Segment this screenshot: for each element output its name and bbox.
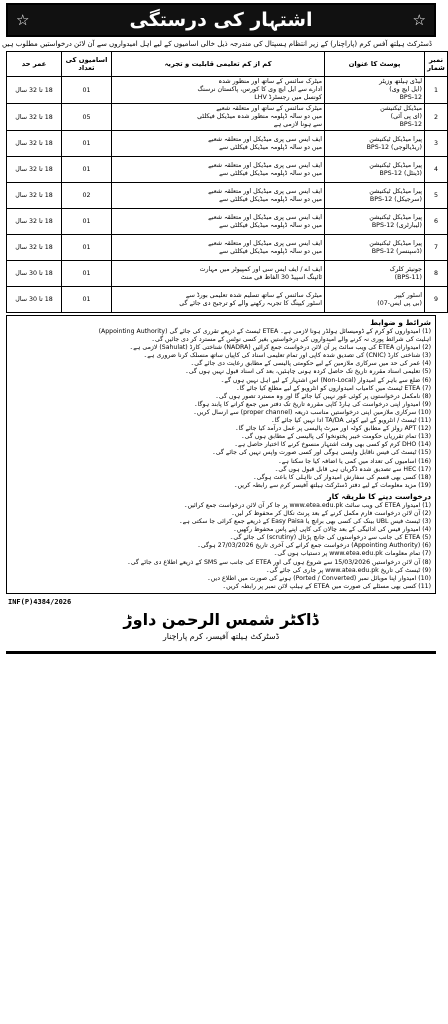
post-title-line: BPS-12 [399, 94, 422, 101]
row-number: 9 [425, 287, 448, 313]
header-title: پوسٹ کا عنوان [325, 52, 425, 77]
row-post-title [325, 287, 425, 313]
row-vacancy-count: 01 [62, 261, 112, 287]
post-title-line: پیرا میڈیکل ٹیکنیشن [369, 187, 422, 195]
terms-line: (8) نامکمل درخواستوں پر کوئی غور نہیں کیا جائے گا اور وہ مسترد تصور ہوں گی۔ [215, 392, 431, 400]
row-qualification [112, 235, 325, 261]
terms-line: (12) APT رولز کے مطابق کوٹہ اور میرٹ پالیسی پر عمل درآمد کیا جائے گا۔ [235, 425, 431, 433]
qualification-line: میں دو سالہ ڈپلومہ منظور شدہ میڈیکل فیکلٹی [197, 113, 322, 120]
apply-heading: درخواست دینے کا طریقہ کار [327, 491, 431, 501]
row-age-limit: 18 تا 30 سال [7, 261, 62, 287]
terms-line: (15) ٹیسٹ کی فیس ناقابل واپسی ہوگی اور کسی صورت واپس نہیں کی جائے گی۔ [212, 449, 431, 457]
row-number: 5 [425, 183, 448, 209]
terms-heading: شرائط و ضوابط [370, 318, 431, 327]
post-title-line: (لیبارٹری) BPS-12 [371, 221, 422, 229]
qualification-line: میں دو سالہ ڈپلومہ میڈیکل فیکلٹی سے [219, 195, 322, 203]
terms-line: (11) ٹیسٹ / انٹرویو کے لیے کوئی TA/DA ادا نہیں کیا جائے گا۔ [270, 417, 431, 425]
qualification-line: میٹرک سائنس کے ساتھ تسلیم شدہ تعلیمی بورڈ سے [185, 291, 322, 299]
row-vacancy-count: 01 [62, 157, 112, 183]
row-post-title [325, 209, 425, 235]
post-title-line: میڈیکل ٹیکنیشن [380, 105, 422, 112]
table-row [7, 104, 448, 131]
terms-line: (18) کسی بھی قسم کی سفارش امیدوار کی نااہلی کا باعث ہوگی۔ [253, 473, 431, 481]
row-qualification [112, 157, 325, 183]
post-title-line: لیڈی ہیلتھ وزیٹر [379, 78, 422, 85]
apply-line: (4) امیدوار فیس کی ادائیگی کے بعد چالان کی کاپی اپنے پاس محفوظ رکھیں۔ [233, 526, 431, 534]
star-icon: ☆ [412, 10, 426, 29]
posts-table [6, 51, 448, 313]
qualification-line: ایف ایس سی پری میڈیکل اور متعلقہ شعبے [208, 239, 322, 247]
terms-line: (14) DHO کرم کو کسی بھی وقت اشتہار منسوخ کرنے کا اختیار حاصل ہے۔ [234, 441, 431, 449]
table-row [7, 287, 448, 313]
footer [6, 596, 436, 654]
row-number: 4 [425, 157, 448, 183]
qualification-line: میٹرک سائنس کے ساتھ اور متعلقہ شعبے [216, 105, 322, 112]
table-row [7, 77, 448, 104]
row-vacancy-count: 05 [62, 104, 112, 131]
post-title-line: (ریڈیالوجی) BPS-12 [366, 143, 422, 151]
terms-list [11, 328, 431, 490]
post-title-line: (سرجیکل) BPS-12 [369, 195, 422, 203]
post-title-line: پیرا میڈیکل ٹیکنیشن [369, 135, 422, 143]
qualification-line: میں دو سالہ ڈپلومہ میڈیکل فیکلٹی سے [219, 169, 322, 177]
row-age-limit: 18 تا 32 سال [7, 157, 62, 183]
row-vacancy-count: 01 [62, 131, 112, 157]
apply-line: (7) تمام معلومات www.etea.edu.pk پر دستیاب ہوں گی۔ [273, 550, 431, 558]
row-post-title [325, 183, 425, 209]
row-age-limit: 18 تا 32 سال [7, 104, 62, 131]
header-no: نمبر شمار [425, 52, 448, 77]
terms-line: (10) سرکاری ملازمین اپنی درخواستیں مناسب ذریعہ (proper channel) سے ارسال کریں۔ [193, 408, 431, 416]
row-age-limit: 18 تا 32 سال [7, 209, 62, 235]
qualification-line: اسٹور کیپنگ کا تجربہ رکھنے والے کو ترجیح دی جائے گی [179, 299, 322, 307]
apply-line: (11) کسی بھی مسئلے کی صورت میں ETEA کے ہیلپ لائن نمبر پر رابطہ کریں۔ [222, 582, 431, 590]
terms-line: (6) ضلع سے باہر کے امیدوار (Non-Local) اس اشتہار کے لیے اہل نہیں ہوں گے۔ [220, 376, 431, 384]
post-title-line: (ای پی آئی) [390, 113, 422, 120]
qualification-line: میں دو سالہ ڈپلومہ میڈیکل فیکلٹی سے [219, 247, 322, 255]
reference-number: INF(P)4384/2026 [8, 597, 72, 606]
post-title-line: پیرا میڈیکل ٹیکنیشن [369, 161, 422, 169]
row-age-limit: 18 تا 32 سال [7, 183, 62, 209]
row-age-limit: 18 تا 32 سال [7, 131, 62, 157]
row-age-limit: 18 تا 30 سال [7, 287, 62, 313]
apply-line: (2) آن لائن درخواست فارم مکمل کرنے کے بعد پرنٹ نکال کر محفوظ کر لیں۔ [231, 509, 431, 517]
header-count: اسامیوں کی تعداد [62, 52, 112, 77]
post-title-line: (ڈسپنسر) BPS-12 [371, 247, 422, 255]
post-title-line: جونیئر کلرک [389, 265, 422, 273]
post-title-line: (بی پی ایس-07) [377, 299, 422, 307]
row-qualification [112, 131, 325, 157]
qualification-line: میٹرک سائنس کے ساتھ اور منظور شدہ [218, 78, 322, 85]
apply-line: (8) آن لائن درخواستیں 15/03/2026 سے شروع ہوں گی اور ETEA کی جانب سے SMS کے ذریعے اطلاع دی جائے گی۔ [127, 558, 431, 566]
terms-line: (17) HEC سے تصدیق شدہ ڈگریاں ہی قابل قبول ہوں گی۔ [274, 465, 431, 473]
terms-line: اہلیت کی شرائط پوری نہ کرنے والے امیدواروں کی درخواستیں بغیر کسی نوٹس کے مسترد کر دی جائیں گی۔ [151, 336, 431, 344]
apply-line: (9) ٹیسٹ کی تاریخ www.atea.edu.pk پر جاری کی جائے گی۔ [265, 566, 431, 574]
terms-line: (5) تعلیمی اسناد مقررہ تاریخ تک حاصل کردہ ہونی چاہئیں، بعد کی اسناد قبول نہیں ہوں گی۔ [185, 368, 431, 376]
apply-line: (5) ETEA کی جانب سے درخواستوں کی جانچ پڑتال (scrutiny) کی جائے گی۔ [229, 534, 431, 542]
apply-line: (6) (Appointing Authority) درخواست جمع کرانے کی آخری تاریخ 27/03/2026 ہوگی۔ [197, 542, 431, 550]
terms-line: (13) تمام تقرریاں حکومت خیبر پختونخوا کی پالیسی کے مطابق ہوں گی۔ [241, 433, 431, 441]
row-qualification [112, 104, 325, 131]
row-qualification [112, 77, 325, 104]
signer-name: ڈاکٹر شمس الرحمن داوڑ [123, 609, 319, 629]
qualification-line: ایف ایس سی پری میڈیکل اور متعلقہ شعبے [208, 187, 322, 195]
row-vacancy-count: 02 [62, 183, 112, 209]
row-vacancy-count: 01 [62, 209, 112, 235]
table-row [7, 157, 448, 183]
apply-list [11, 502, 431, 591]
post-title-line: اسٹور کیپر [394, 291, 422, 299]
qualification-line: ایف اے / ایف ایس سی اور کمپیوٹر میں مہارت [199, 265, 322, 273]
apply-line: (3) ٹیسٹ فیس UBL بینک کی کسی بھی برانچ یا Easy Paisa کے ذریعے جمع کرائی جا سکتی ہے۔ [178, 518, 431, 526]
table-row [7, 209, 448, 235]
qualification-line: ادارے سے ایل ایچ وی کا کورس، پاکستان نرسنگ [197, 86, 322, 93]
banner-title: اشتہار کی درستگی [129, 9, 313, 31]
table-row [7, 131, 448, 157]
row-post-title [325, 157, 425, 183]
qualification-line: ایف ایس سی پری میڈیکل اور متعلقہ شعبے [208, 161, 322, 169]
table-row [7, 235, 448, 261]
terms-line: (1) امیدواروں کو کرم کے ڈومیسائل ہولڈر ہونا لازمی ہے۔ ETEA ٹیسٹ کے ذریعے تقرری کی جائے گی (Appointing Authority) [98, 328, 431, 335]
row-number: 6 [425, 209, 448, 235]
signer-title: ڈسٹرکٹ ہیلتھ آفیسر، کرم پاراچنار [162, 631, 280, 641]
apply-line: (1) امیدوار ETEA کی ویب سائٹ www.etea.edu.pk پر جا کر آن لائن درخواست جمع کرائیں۔ [183, 501, 431, 509]
qualification-line: میں دو سالہ ڈپلومہ میڈیکل فیکلٹی سے [219, 143, 322, 151]
table-header-row [7, 52, 448, 77]
row-number: 2 [425, 104, 448, 131]
title-banner [6, 3, 436, 37]
row-post-title [325, 235, 425, 261]
terms-line: (2) امیدواران ETEA کی ویب سائٹ پر آن لائن درخواست جمع کرائیں (NADRA) شناختی کارڈ (Sahulat) لازمی ہے۔ [129, 344, 431, 352]
terms-line: (3) شناختی کارڈ (CNIC) کی تصدیق شدہ کاپی اور تمام تعلیمی اسناد کی کاپیاں ساتھ منسلک کرنا ضروری ہے۔ [143, 352, 431, 360]
row-number: 8 [425, 261, 448, 287]
row-vacancy-count: 01 [62, 287, 112, 313]
terms-line: (9) امیدوار اپنی درخواست کی ہارڈ کاپی مقررہ تاریخ تک دفتر میں جمع کرانے کا پابند ہوگا۔ [194, 400, 431, 408]
row-vacancy-count: 01 [62, 77, 112, 104]
terms-line: (4) عمر کی حد میں سرکاری ملازمین کے لیے حکومتی پالیسی کے مطابق رعایت دی جائے گی۔ [190, 360, 431, 368]
row-qualification [112, 287, 325, 313]
header-qualification: کم از کم تعلیمی قابلیت و تجربہ [112, 52, 325, 77]
row-qualification [112, 183, 325, 209]
post-title-line: (ایل ایچ وی) [389, 86, 422, 93]
apply-line: (10) امیدوار اپنا موبائل نمبر (Ported / Converted) ہونے کی صورت میں اطلاع دیں۔ [207, 574, 431, 582]
qualification-line: کونسل میں رجسٹرڈ LHV [254, 94, 322, 101]
terms-line: (19) مزید معلومات کے لیے دفتر ڈسٹرکٹ ہیلتھ آفیسر کرم سے رابطہ کریں۔ [233, 481, 431, 489]
terms-line: (7) ETEA ٹیسٹ میں کامیاب امیدواروں کو انٹرویو کے لیے مطلع کیا جائے گا۔ [235, 384, 431, 392]
star-icon: ☆ [16, 10, 30, 29]
row-post-title [325, 77, 425, 104]
post-title-line: (BPS-11) [394, 273, 422, 281]
qualification-line: ایف ایس سی پری میڈیکل اور متعلقہ شعبے [208, 213, 322, 221]
row-age-limit: 18 تا 32 سال [7, 235, 62, 261]
qualification-line: میں دو سالہ ڈپلومہ میڈیکل فیکلٹی سے [219, 221, 322, 229]
row-number: 1 [425, 77, 448, 104]
row-post-title [325, 131, 425, 157]
row-qualification [112, 209, 325, 235]
table-row [7, 261, 448, 287]
post-title-line: پیرا میڈیکل ٹیکنیشن [369, 239, 422, 247]
row-number: 3 [425, 131, 448, 157]
row-post-title [325, 104, 425, 131]
post-title-line: BPS-12 [399, 121, 422, 128]
row-age-limit: 18 تا 32 سال [7, 77, 62, 104]
qualification-line: ٹائپنگ اسپیڈ 30 الفاظ فی منٹ [240, 273, 322, 281]
qualification-line: سے ہونا لازمی ہے [273, 121, 322, 128]
header-age: عمر حد [7, 52, 62, 77]
intro-text: ڈسٹرکٹ ہیلتھ آفس کرم (پاراچنار) کے زیر انتظام ہسپتال کی مندرجہ ذیل خالی اسامیوں کے لیے اہل امیدواروں سے آن لائن درخواستیں مطلوب ہیں [2, 40, 432, 48]
post-title-line: (ڈینٹل) BPS-12 [379, 169, 422, 177]
table-row [7, 183, 448, 209]
terms-section [6, 315, 436, 594]
terms-line: (16) اسامیوں کی تعداد میں کمی یا اضافہ کیا جا سکتا ہے۔ [278, 457, 431, 465]
row-vacancy-count: 01 [62, 235, 112, 261]
row-number: 7 [425, 235, 448, 261]
post-title-line: پیرا میڈیکل ٹیکنیشن [369, 213, 422, 221]
row-post-title [325, 261, 425, 287]
row-qualification [112, 261, 325, 287]
qualification-line: ایف ایس سی پری میڈیکل اور متعلقہ شعبے [208, 135, 322, 143]
footer-divider [6, 651, 436, 654]
